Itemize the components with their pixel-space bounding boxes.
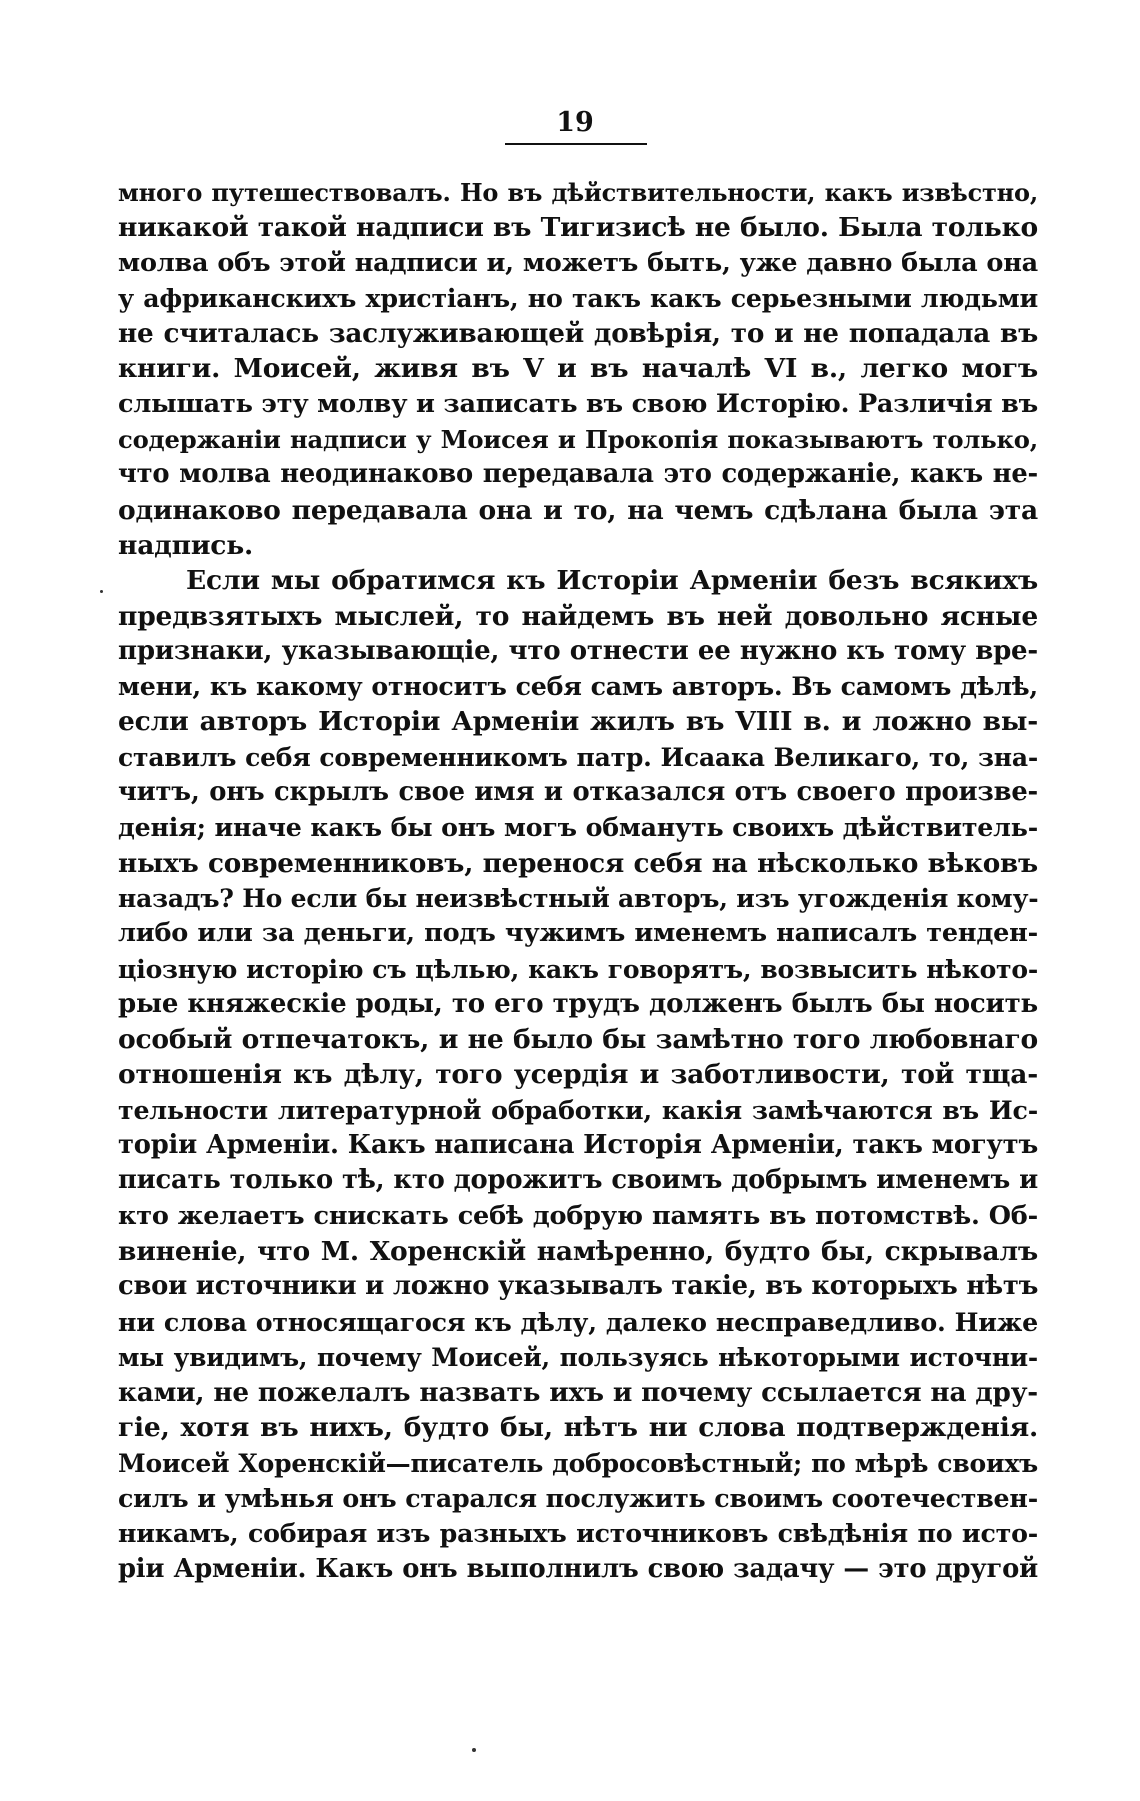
text-line: особый отпечатокъ, и не было бы замѣтно того любовнаго — [118, 1024, 1038, 1056]
text-line: денія; иначе какъ бы онъ могъ обмануть своихъ дѣйствитель- — [118, 812, 1038, 843]
page-number: 19 — [556, 107, 594, 138]
text-line: торіи Арменіи. Какъ написана Исторія Арменіи, такъ могутъ — [118, 1130, 1038, 1161]
text-line: либо или за деньги, подъ чужимъ именемъ написалъ тенден- — [118, 918, 1038, 949]
text-line: Моисей Хоренскій—писатель добросовѣстный; по мѣрѣ своихъ — [118, 1448, 1038, 1478]
text-line: гіе, хотя въ нихъ, будто бы, нѣтъ ни слова подтвержденія. — [118, 1412, 1038, 1444]
text-line: надпись. — [118, 529, 254, 561]
text-line: назадъ? Но если бы неизвѣстный авторъ, изъ угожденія кому- — [118, 883, 1039, 913]
text-line: свои источники и ложно указывалъ такіе, въ которыхъ нѣтъ — [118, 1271, 1039, 1302]
text-line: ріи Арменіи. Какъ онъ выполнилъ свою задачу — это другой — [118, 1553, 1038, 1584]
text-line: мы увидимъ, почему Моисей, пользуясь нѣкоторыми источни- — [118, 1342, 1038, 1372]
text-line: мени, къ какому относитъ себя самъ авторъ. Въ самомъ дѣлѣ, — [118, 671, 1038, 702]
text-line: ныхъ современниковъ, перенося себя на нѣсколько вѣковъ — [118, 847, 1038, 879]
text-line: ни слова относящагося къ дѣлу, далеко несправедливо. Ниже — [118, 1306, 1038, 1337]
text-line: ставилъ себя современникомъ патр. Исаака Великаго, то, зна- — [118, 742, 1038, 772]
text-line: что молва неодинаково передавала это содержаніе, какъ не- — [118, 459, 1038, 490]
text-line: ками, не пожелалъ назвать ихъ и почему ссылается на дру- — [118, 1377, 1038, 1409]
text-line: никамъ, собирая изъ разныхъ источниковъ свѣдѣнія по исто- — [118, 1518, 1038, 1549]
text-line: читъ, онъ скрылъ свое имя и отказался отъ своего произве- — [118, 777, 1038, 808]
text-line: молва объ этой надписи и, можетъ быть, уже давно была она — [118, 247, 1038, 278]
body-text — [118, 175, 1038, 1587]
text-line: не считалась заслуживающей довѣрія, то и не попадала въ — [118, 318, 1038, 350]
text-line: признаки, указывающіе, что отнести ее нужно къ тому вре- — [118, 635, 1038, 666]
text-line: кто желаетъ снискать себѣ добрую память въ потомствѣ. Об- — [118, 1200, 1038, 1231]
text-line: слышать эту молву и записать въ свою Исторію. Различія въ — [118, 388, 1038, 419]
text-line: если авторъ Исторіи Арменіи жилъ въ VIII в. и ложно вы- — [118, 706, 1038, 738]
text-line: рые княжескіе роды, то его трудъ долженъ былъ бы носить — [118, 988, 1038, 1019]
text-line: виненіе, что М. Хоренскій намѣренно, будто бы, скрывалъ — [118, 1235, 1038, 1267]
text-line: у африканскихъ христіанъ, но такъ какъ серьезными людьми — [118, 282, 1038, 313]
text-line: много путешествовалъ. Но въ дѣйствительности, какъ извѣстно, — [118, 178, 1038, 207]
text-line: ціозную исторію съ цѣлью, какъ говорятъ, возвысить нѣкото- — [118, 954, 1038, 984]
text-line: содержаніи надписи у Моисея и Прокопія показываютъ только, — [118, 425, 1038, 455]
text-line: предвзятыхъ мыслей, то найдемъ въ ней довольно ясные — [118, 600, 1038, 632]
text-line: никакой такой надписи въ Тигизисѣ не было. Была только — [118, 212, 1038, 244]
bottom-speck — [472, 1748, 476, 1752]
margin-speck — [100, 590, 103, 593]
text-line: силъ и умѣнья онъ старался послужить своимъ соотечествен- — [118, 1482, 1038, 1513]
paragraph-1 — [118, 175, 1038, 563]
text-line: книги. Моисей, живя въ V и въ началѣ VI в., легко могъ — [118, 353, 1038, 385]
page-number-rule — [505, 143, 647, 145]
text-line: Если мы обратимся къ Исторіи Арменіи безъ всякихъ — [186, 565, 1038, 597]
text-line: отношенія къ дѣлу, того усердія и заботливости, той тща- — [118, 1059, 1038, 1091]
text-line: писать только тѣ, кто дорожитъ своимъ добрымъ именемъ и — [118, 1165, 1038, 1196]
text-line: тельности литературной обработки, какія замѣчаются въ Ис- — [118, 1094, 1038, 1125]
text-line: одинаково передавала она и то, на чемъ сдѣлана была эта — [118, 494, 1038, 526]
paragraph-2 — [118, 563, 1038, 1587]
